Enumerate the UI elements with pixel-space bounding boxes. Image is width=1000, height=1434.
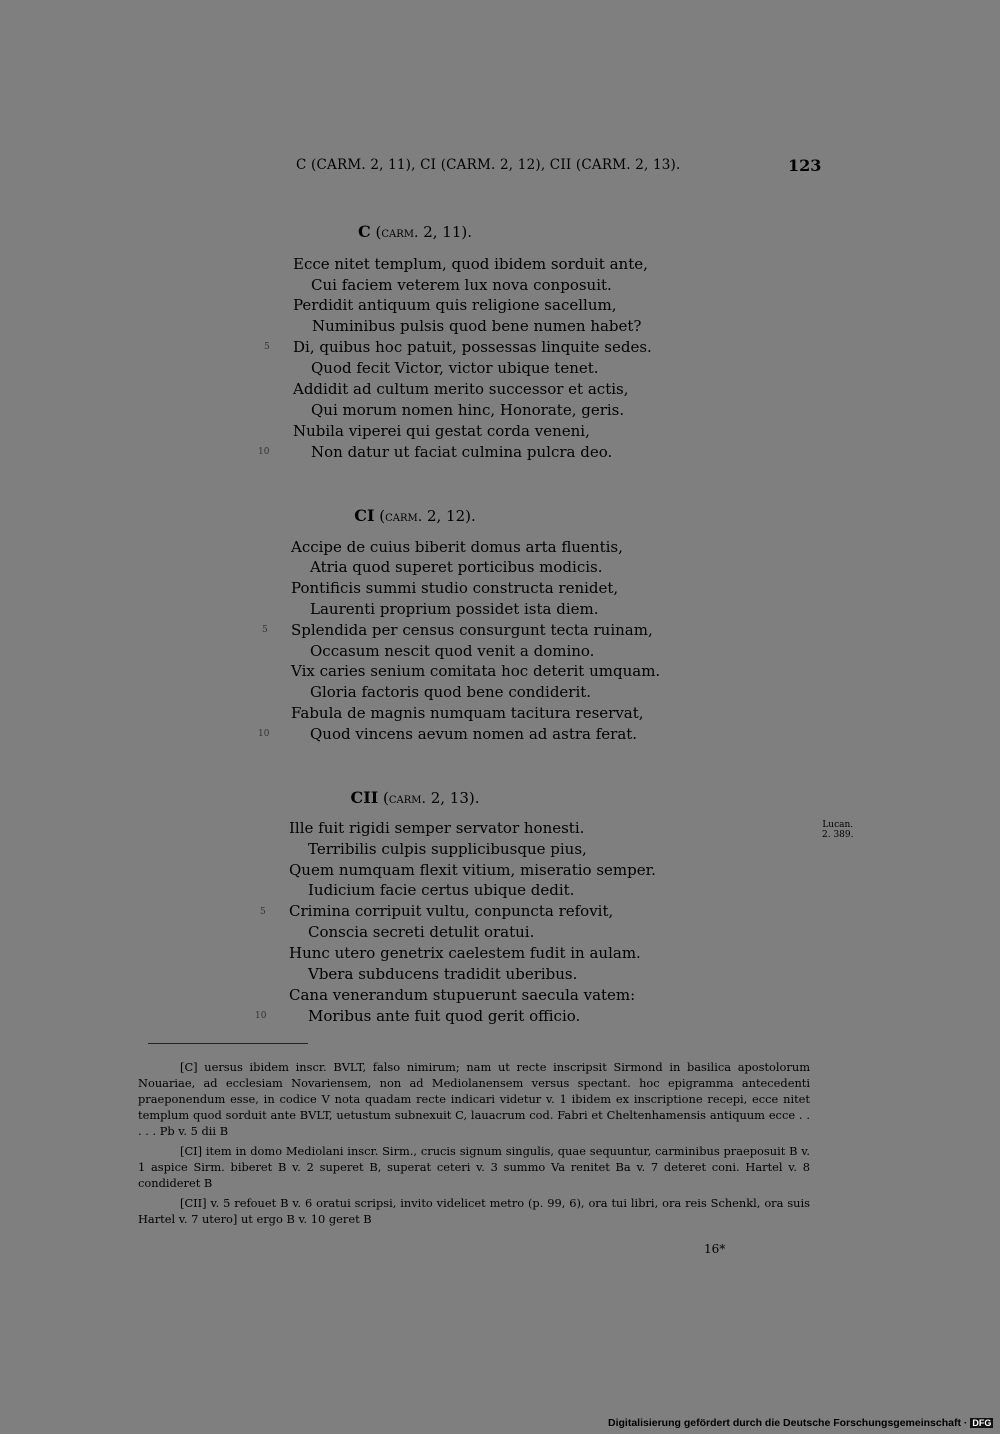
verse-line: Nubila viperei qui gestat corda veneni, (293, 422, 590, 440)
verse-line: Cana venerandum stupuerunt saecula vatem: (289, 986, 636, 1004)
verse-line: Laurenti proprium possidet ista diem. (310, 600, 599, 618)
poem-title-ci: CI (carm. 2, 12). (354, 506, 476, 525)
verse-line: Vix caries senium comitata hoc deterit umquam. (291, 662, 661, 680)
apparatus-note-cii: [CII] v. 5 refouet B v. 6 oratui scripsi, invito videlicet metro (p. 99, 6), ora tui libri, ora reis Schenkl, ora suis Hartel v. 7 utero] ut ergo B v. 10 geret B (138, 1196, 810, 1226)
verse-line: Crimina corripuit vultu, conpuncta refovit, (289, 902, 614, 920)
verse-line: Perdidit antiquum quis religione sacellum, (293, 296, 617, 314)
carm-ref: 2, 11). (423, 223, 473, 241)
verse-line: Occasum nescit quod venit a domino. (310, 642, 595, 660)
poem-title-c: C (carm. 2, 11). (357, 222, 473, 241)
verse-line: Splendida per census consurgunt tecta ruinam, (291, 621, 653, 639)
line-number: 10 (258, 729, 270, 739)
funding-text: Digitalisierung gefördert durch die Deutsche Forschungsgemeinschaft · (608, 1417, 968, 1429)
margin-reference (822, 820, 854, 840)
verse-line: Non datur ut faciat culmina pulcra deo. (311, 443, 613, 461)
poem-title-cii: CII (carm. 2, 13). (350, 788, 480, 807)
footnote-divider (148, 1043, 308, 1044)
apparatus-note-ci: [CI] item in domo Mediolani inscr. Sirm., crucis signum singulis, quae sequuntur, carminibus praeposuit B v. 1 aspice Sirm. biberet B v. 2 superet B, superat ceteri v. 3 summo Va renitet Ba v. 7 deteret coni. Hartel v. 8 condideret B (138, 1144, 810, 1190)
verse-line: Conscia secreti detulit oratui. (308, 923, 535, 941)
margin-ref-author: Lucan. (822, 820, 854, 830)
verse-line: Fabula de magnis numquam tacitura reservat, (291, 704, 644, 722)
verse-line: Quem numquam flexit vitium, miseratio semper. (289, 861, 656, 879)
verse-line: Iudicium facie certus ubique dedit. (308, 881, 575, 899)
verse-line: Quod fecit Victor, victor ubique tenet. (311, 359, 599, 377)
verse-line: Ecce nitet templum, quod ibidem sorduit ante, (293, 255, 648, 273)
poem-number: C (357, 222, 371, 241)
carm-label: carm. (385, 509, 423, 525)
critical-apparatus (138, 1059, 810, 1231)
carm-ref: 2, 13). (430, 789, 480, 807)
verse-line: Ille fuit rigidi semper servator honesti. (289, 819, 585, 837)
apparatus-note-c: [C] uersus ibidem inscr. BVLT, falso nimirum; nam ut recte inscripsit Sirmond in basilica apostolorum Nouariae, ad ecclesiam Novariensem, non ad Mediolanensem versus spectant. hoc epigramma antecedenti praeponendum esse, in codice V nota quadam recte indicari videtur v. 1 ibidem ex inscriptione recepi, ecce nitet templum quod sorduit ante BVLT, uetustum subnexuit C, lauacrum cod. Fabri et Cheltenhamensis antiquum ecce . . . . . Pb v. 5 dii B (138, 1060, 810, 1138)
verse-line: Hunc utero genetrix caelestem fudit in aulam. (289, 944, 641, 962)
carm-ref: 2, 12). (426, 507, 476, 525)
line-number: 10 (255, 1011, 267, 1021)
verse-line: Accipe de cuius biberit domus arta fluentis, (291, 538, 623, 556)
verse-line: Di, quibus hoc patuit, possessas linquite sedes. (293, 338, 652, 356)
verse-line: Gloria factoris quod bene condiderit. (310, 683, 592, 701)
margin-ref-location: 2. 389. (822, 830, 854, 840)
verse-line: Qui morum nomen hinc, Honorate, geris. (311, 401, 625, 419)
running-head: C (CARM. 2, 11), CI (CARM. 2, 12), CII (CARM. 2, 13). (296, 157, 681, 173)
verse-line: Addidit ad cultum merito successor et actis, (293, 380, 629, 398)
poem-number: CII (350, 788, 379, 807)
verse-line: Moribus ante fuit quod gerit officio. (308, 1007, 581, 1025)
verse-line: Vbera subducens tradidit uberibus. (308, 965, 578, 983)
verse-line: Atria quod superet porticibus modicis. (310, 558, 603, 576)
carm-label: carm. (381, 225, 419, 241)
verse-line: Quod vincens aevum nomen ad astra ferat. (310, 725, 638, 743)
line-number: 10 (258, 447, 270, 457)
page-number: 123 (788, 156, 822, 175)
poem-number: CI (354, 506, 375, 525)
funding-credit (608, 1417, 993, 1429)
dfg-logo-icon: DFG (972, 1418, 992, 1428)
verse-line: Cui faciem veterem lux nova conposuit. (311, 276, 612, 294)
signature-mark: 16* (704, 1242, 726, 1256)
verse-line: Numinibus pulsis quod bene numen habet? (312, 317, 642, 335)
line-number: 5 (262, 625, 268, 635)
verse-line: Pontificis summi studio constructa renidet, (291, 579, 619, 597)
line-number: 5 (264, 342, 270, 352)
carm-label: carm. (388, 791, 426, 807)
line-number: 5 (260, 907, 266, 917)
verse-line: Terribilis culpis supplicibusque pius, (308, 840, 587, 858)
